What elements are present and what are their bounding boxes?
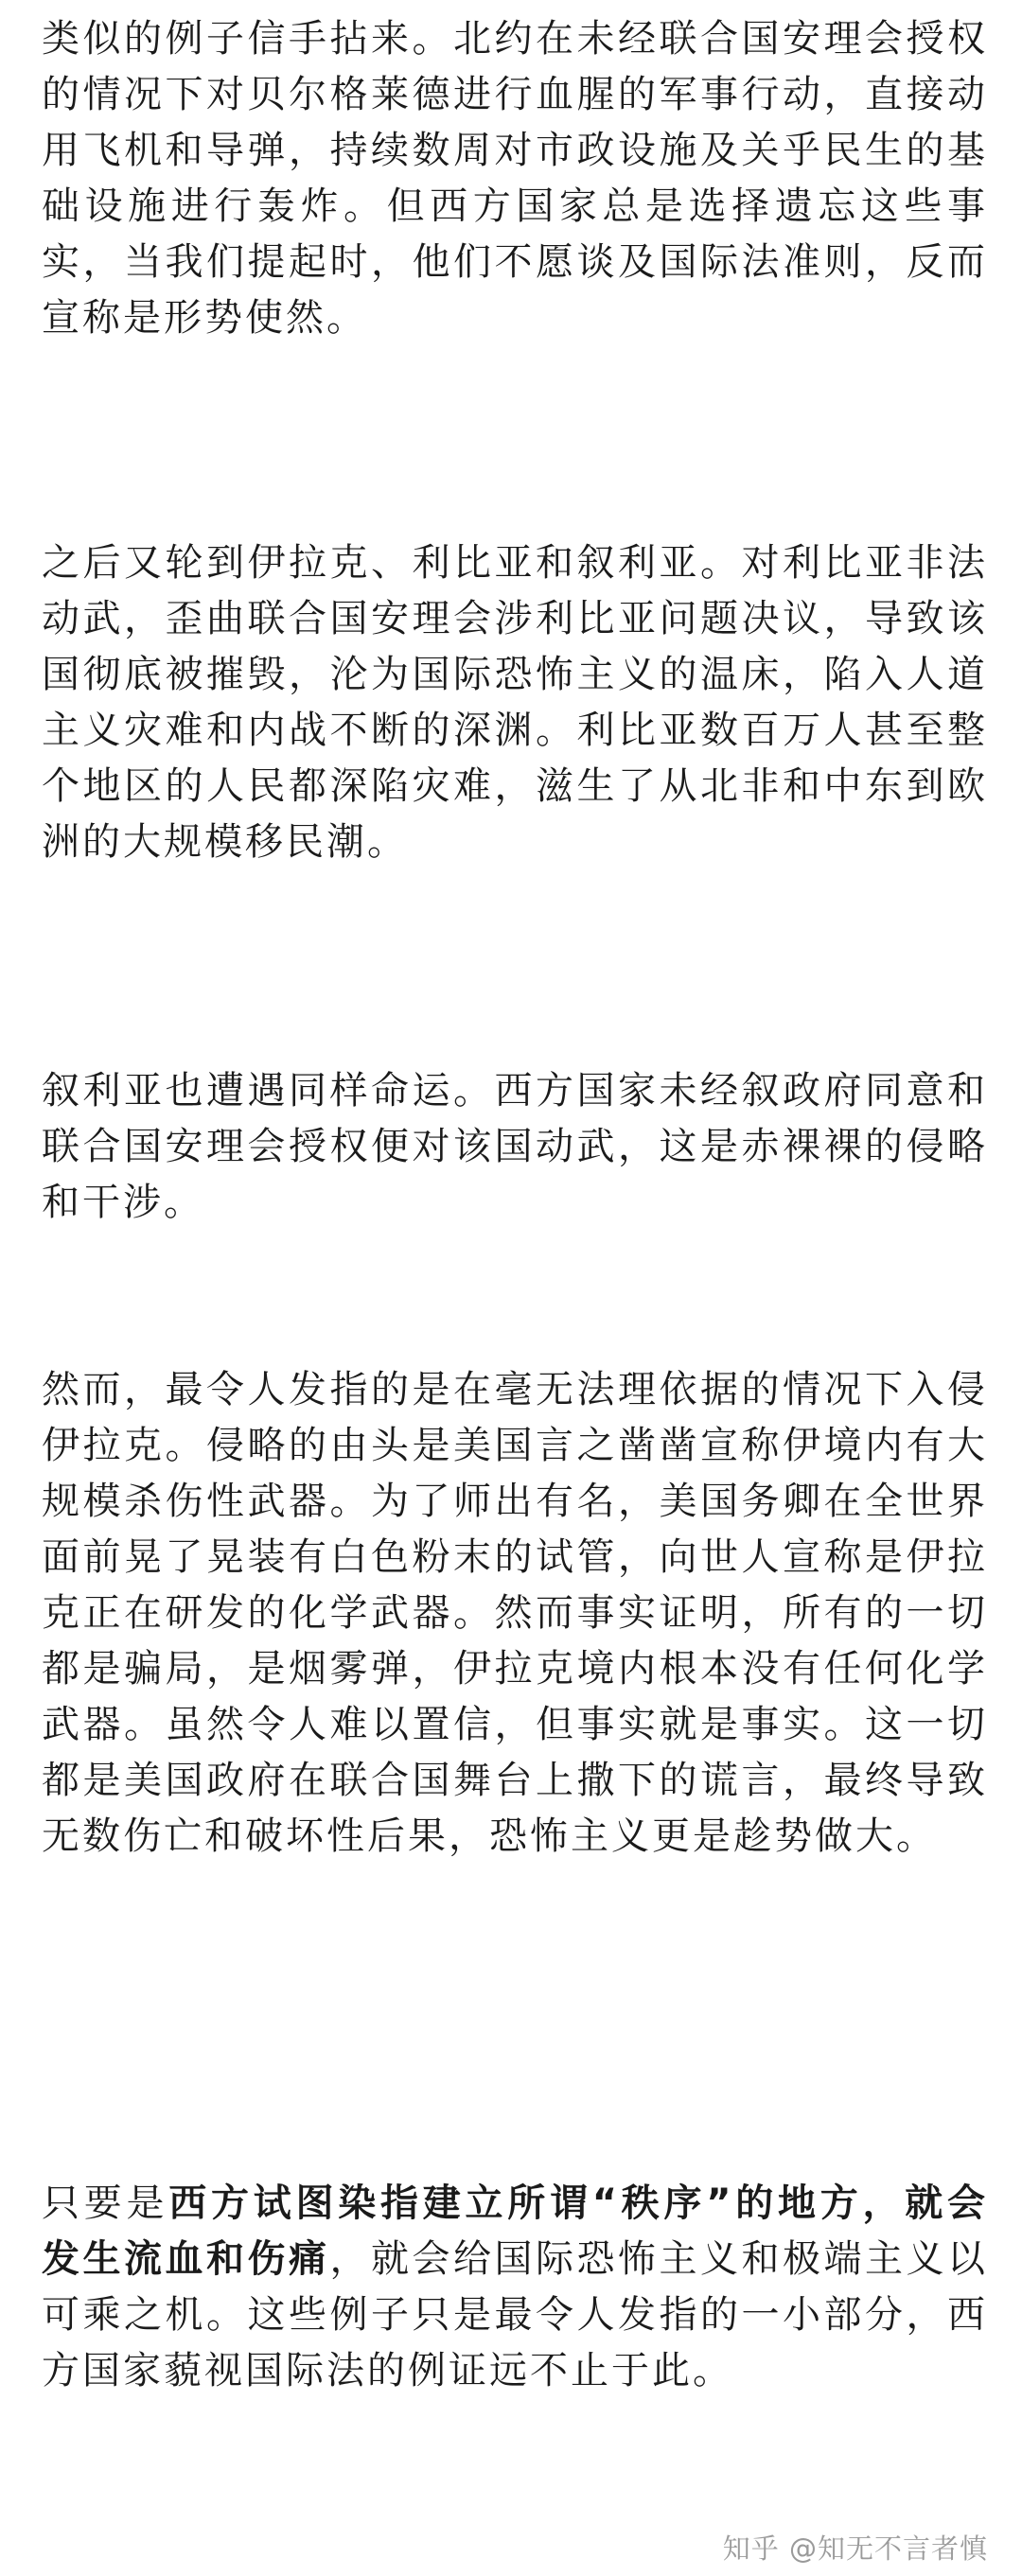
paragraph-iraq <box>42 1362 988 1865</box>
paragraph-text: 然而，最令人发指的是在毫无法理依据的情况下入侵伊拉克。侵略的由头是美国言之凿凿宣称伊境内有大规模杀伤性武器。为了师出有名，美国务卿在全世界面前晃了晃装有白色粉末的试管，向世人宣称是伊拉克正在研发的化学武器。然而事实证明，所有的一切都是骗局，是烟雾弹，伊拉克境内根本没有任何化学武器。虽然令人难以置信，但事实就是事实。这一切都是美国政府在联合国舞台上撒下的谎言，最终导致无数伤亡和破坏性后果，恐怖主义更是趁势做大。 <box>42 1368 988 1858</box>
paragraph-libya <box>42 535 988 870</box>
paragraph-text: 之后又轮到伊拉克、利比亚和叙利亚。对利比亚非法动武，歪曲联合国安理会涉利比亚问题决议，导致该国彻底被摧毁，沦为国际恐怖主义的温床，陷入人道主义灾难和内战不断的深渊。利比亚数百万人甚至整个地区的人民都深陷灾难，滋生了从北非和中东到欧洲的大规模移民潮。 <box>42 541 988 864</box>
paragraph-text: 叙利亚也遭遇同样命运。西方国家未经叙政府同意和联合国安理会授权便对该国动武，这是赤裸裸的侵略和干涉。 <box>42 1069 988 1224</box>
paragraph-conclusion <box>42 2176 988 2399</box>
paragraph-bold-emphasis: 西方试图染指建立所谓“秩序”的地方，就会发生流血和伤痛 <box>42 2182 989 2281</box>
paragraph-belgrade <box>42 11 988 346</box>
paragraph-text: 类似的例子信手拈来。北约在未经联合国安理会授权的情况下对贝尔格莱德进行血腥的军事行动，直接动用飞机和导弹，持续数周对市政设施及关乎民生的基础设施进行轰炸。但西方国家总是选择遗忘这些事实，当我们提起时，他们不愿谈及国际法准则，反而宣称是形势使然。 <box>42 17 988 340</box>
paragraph-syria <box>42 1063 988 1231</box>
zhihu-watermark: 知乎 @知无不言者慎 <box>722 2532 988 2565</box>
paragraph-text: 只要是 <box>42 2182 169 2225</box>
paragraph-text: ，就会给国际恐怖主义和极端主义以可乘之机。这些例子只是最令人发指的一小部分，西方国家藐视国际法的例证远不止于此。 <box>42 2237 988 2392</box>
